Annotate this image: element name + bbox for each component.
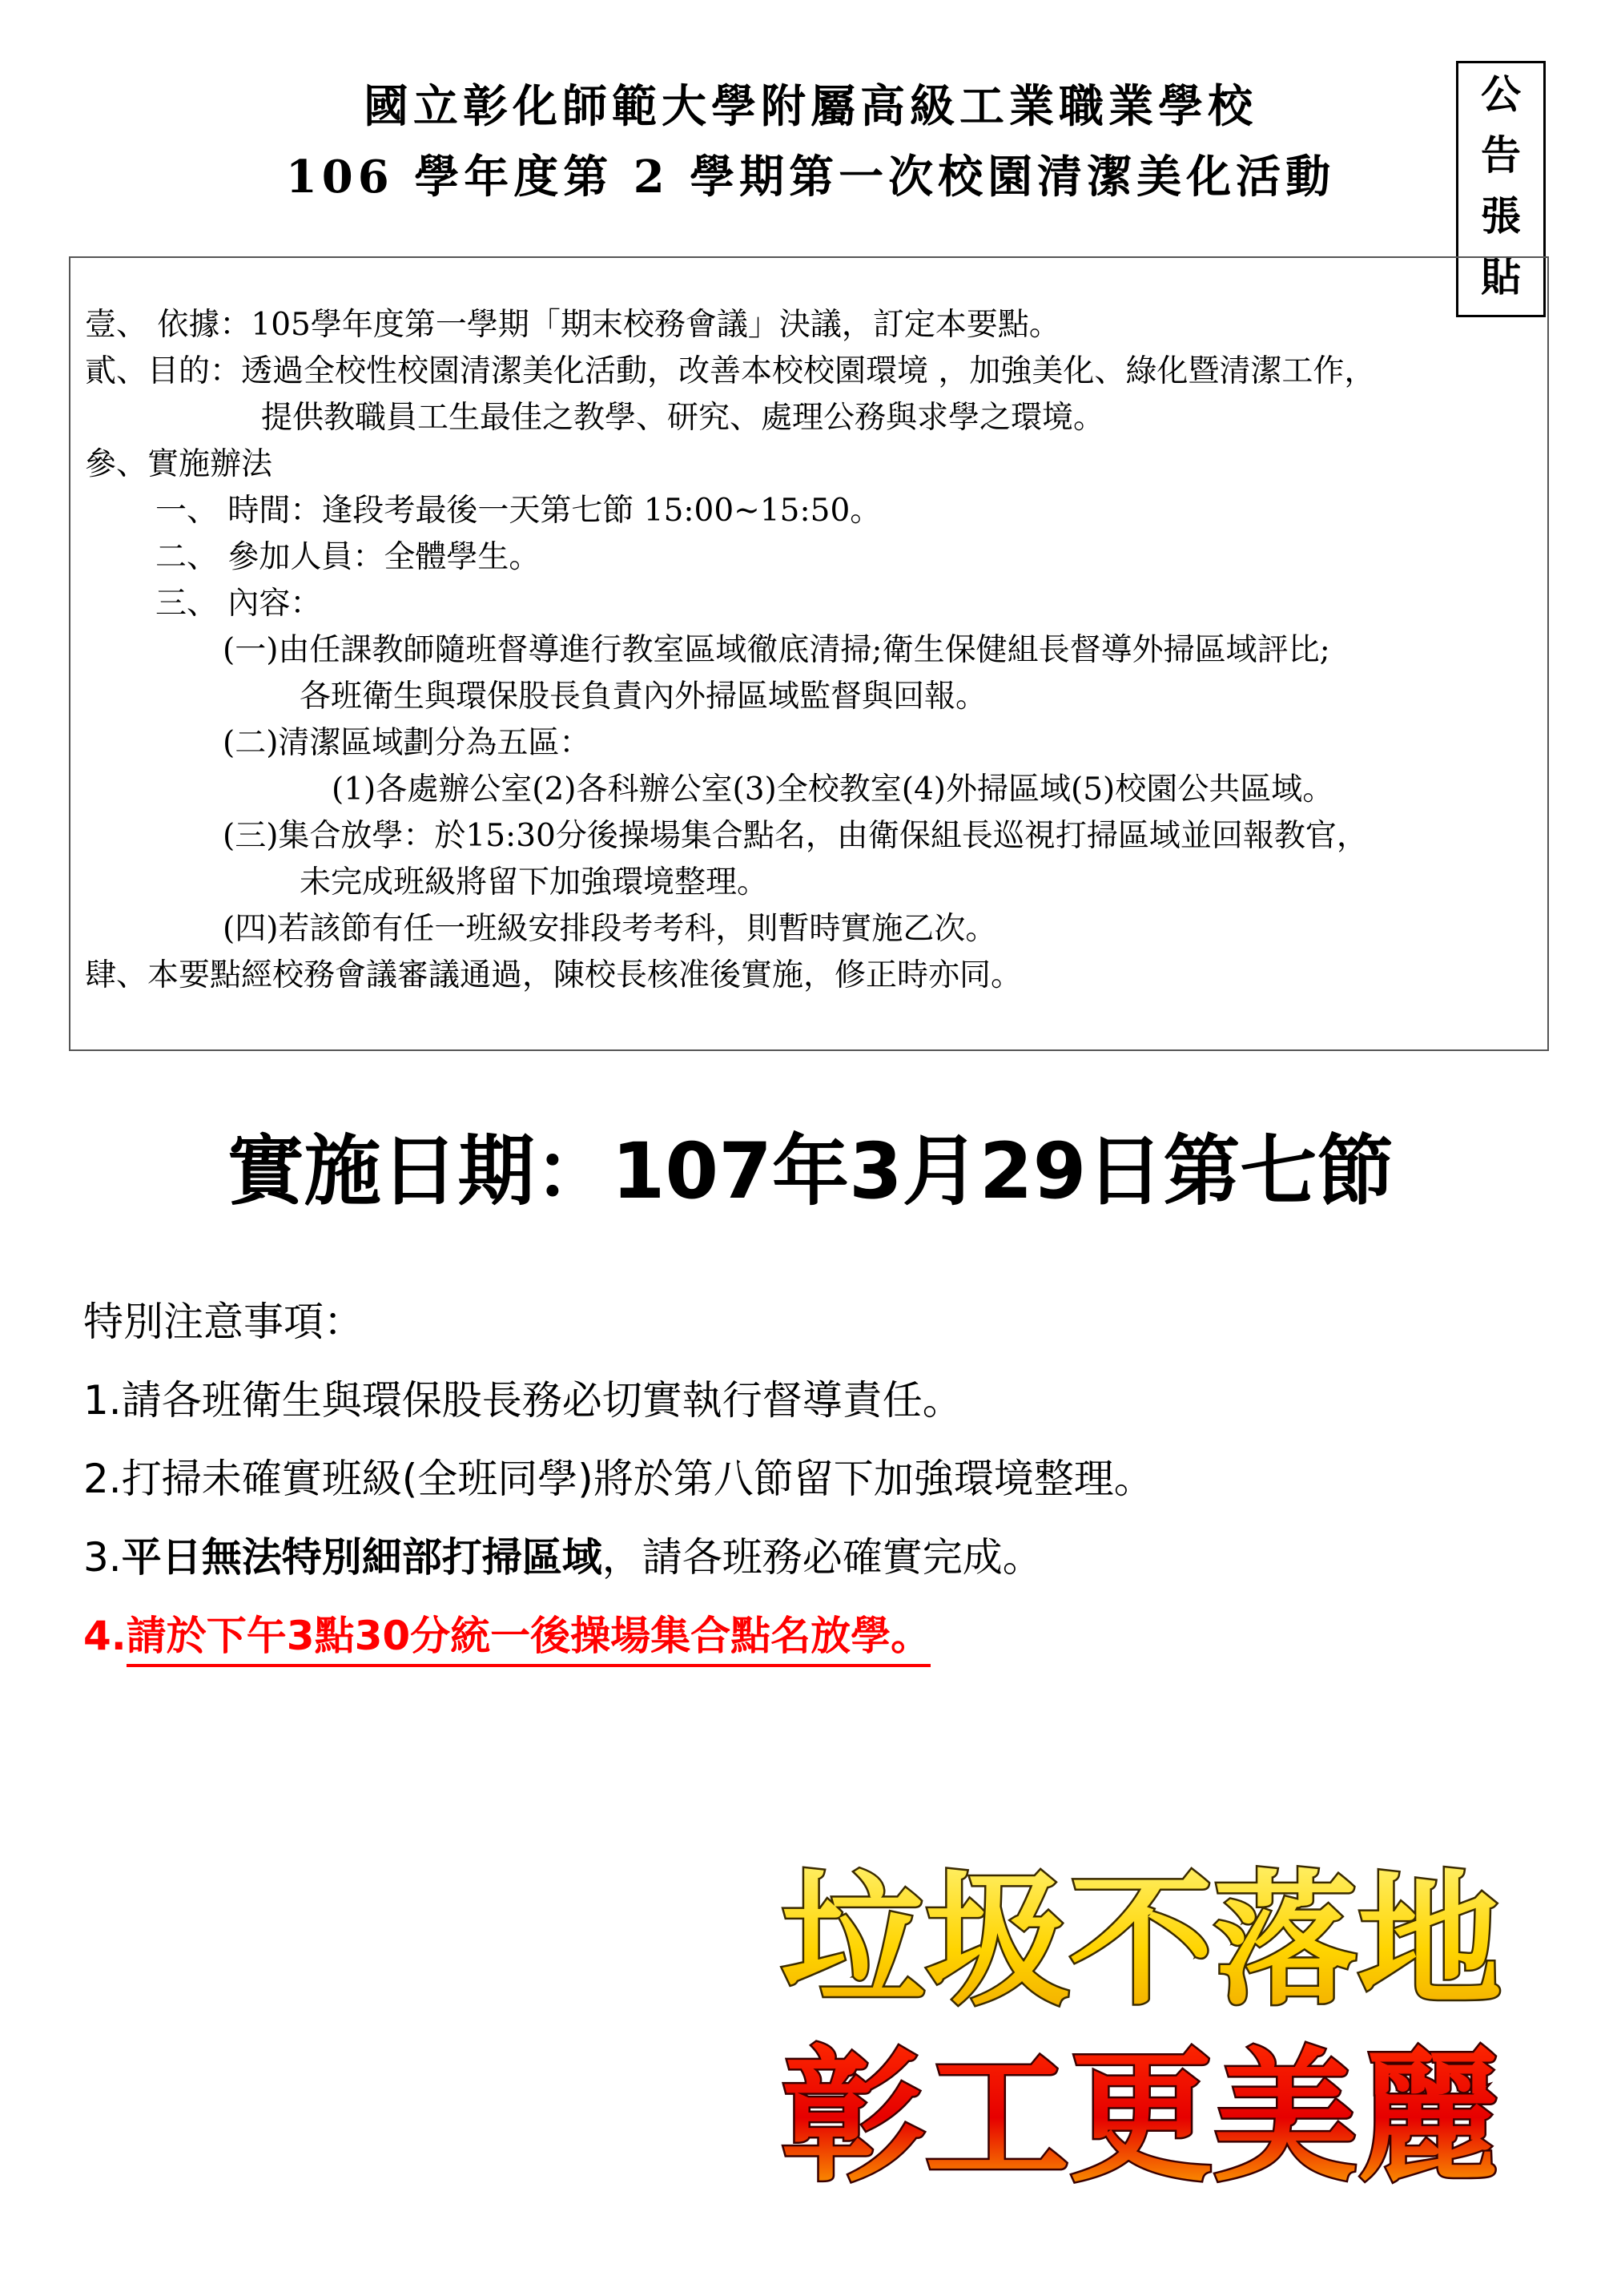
section-approval: 肆、本要點經校務會議審議通過，陳校長核准後實施，修正時亦同。 [85, 957, 1023, 993]
content-item-1-cont: 各班衛生與環保股長負責內外掃區域監督與回報。 [300, 679, 987, 715]
method-participants: 二、 參加人員：全體學生。 [155, 539, 541, 575]
notice-char-2: 告 [1481, 132, 1521, 179]
section-purpose: 貳、目的：透過全校性校園清潔美化活動，改善本校校園環境 ，加強美化、綠化暨清潔工作， [85, 353, 1376, 389]
content-item-1: (一)由任課教師隨班督導進行教室區域徹底清掃;衛生保健組長督導外掃區域評比; [223, 632, 1330, 668]
content-item-2-areas: (1)各處辦公室(2)各科辦公室(3)全校教室(4)外掃區域(5)校園公共區域。 [332, 771, 1334, 808]
implementation-date: 實施日期：107年3月29日第七節 [227, 1126, 1394, 1216]
content-item-3-cont: 未完成班級將留下加強環境整理。 [300, 864, 769, 900]
slogan [737, 1851, 1546, 2187]
note-item-3 [83, 1525, 1043, 1583]
slogan-line-2: 彰工更美麗 [780, 2034, 1502, 2187]
note-item-1: 1.請各班衛生與環保股長務必切實執行督導責任。 [83, 1377, 963, 1424]
method-time: 一、 時間：逢段考最後一天第七節 15:00~15:50。 [155, 493, 882, 529]
title-line-activity: 106 學年度第 2 學期第一次校園清潔美化活動 [285, 151, 1336, 203]
section-basis: 壹、 依據：105學年度第一學期「期末校務會議」決議，訂定本要點。 [85, 307, 1060, 343]
content-item-3: (三)集合放學：於15:30分後操場集合點名，由衛保組長巡視打掃區域並回報教官， [223, 818, 1368, 854]
notice-char-1: 公 [1481, 71, 1521, 118]
title-line-school: 國立彰化師範大學附屬高級工業職業學校 [364, 80, 1257, 133]
section-method: 參、實施辦法 [85, 446, 273, 482]
note-4-text: 請於下午3點30分統一後操場集合點名放學。 [127, 1613, 931, 1667]
note-3-rest: ，請各班務必確實完成。 [601, 1534, 1043, 1581]
note-3-number: 3. [83, 1534, 122, 1581]
slogan-line-1: 垃圾不落地 [780, 1858, 1502, 2025]
note-4-number: 4. [83, 1613, 127, 1659]
method-content: 三、 內容： [155, 586, 322, 622]
notice-char-4: 貼 [1481, 254, 1521, 300]
slogan-art [737, 1851, 1546, 2187]
notice-char-3: 張 [1481, 193, 1521, 240]
content-item-2: (二)清潔區域劃分為五區： [223, 725, 591, 761]
note-3-bold: 平日無法特別細部打掃區域 [121, 1534, 602, 1581]
notes-heading: 特別注意事項： [83, 1299, 364, 1345]
content-item-4: (四)若該節有任一班級安排段考考科，則暫時實施乙次。 [223, 911, 997, 947]
note-item-2: 2.打掃未確實班級(全班同學)將於第八節留下加強環境整理。 [83, 1456, 1154, 1502]
note-item-4 [83, 1604, 931, 1662]
document-title [0, 79, 1621, 220]
section-purpose-cont: 提供教職員工生最佳之教學、研究、處理公務與求學之環境。 [261, 400, 1105, 436]
